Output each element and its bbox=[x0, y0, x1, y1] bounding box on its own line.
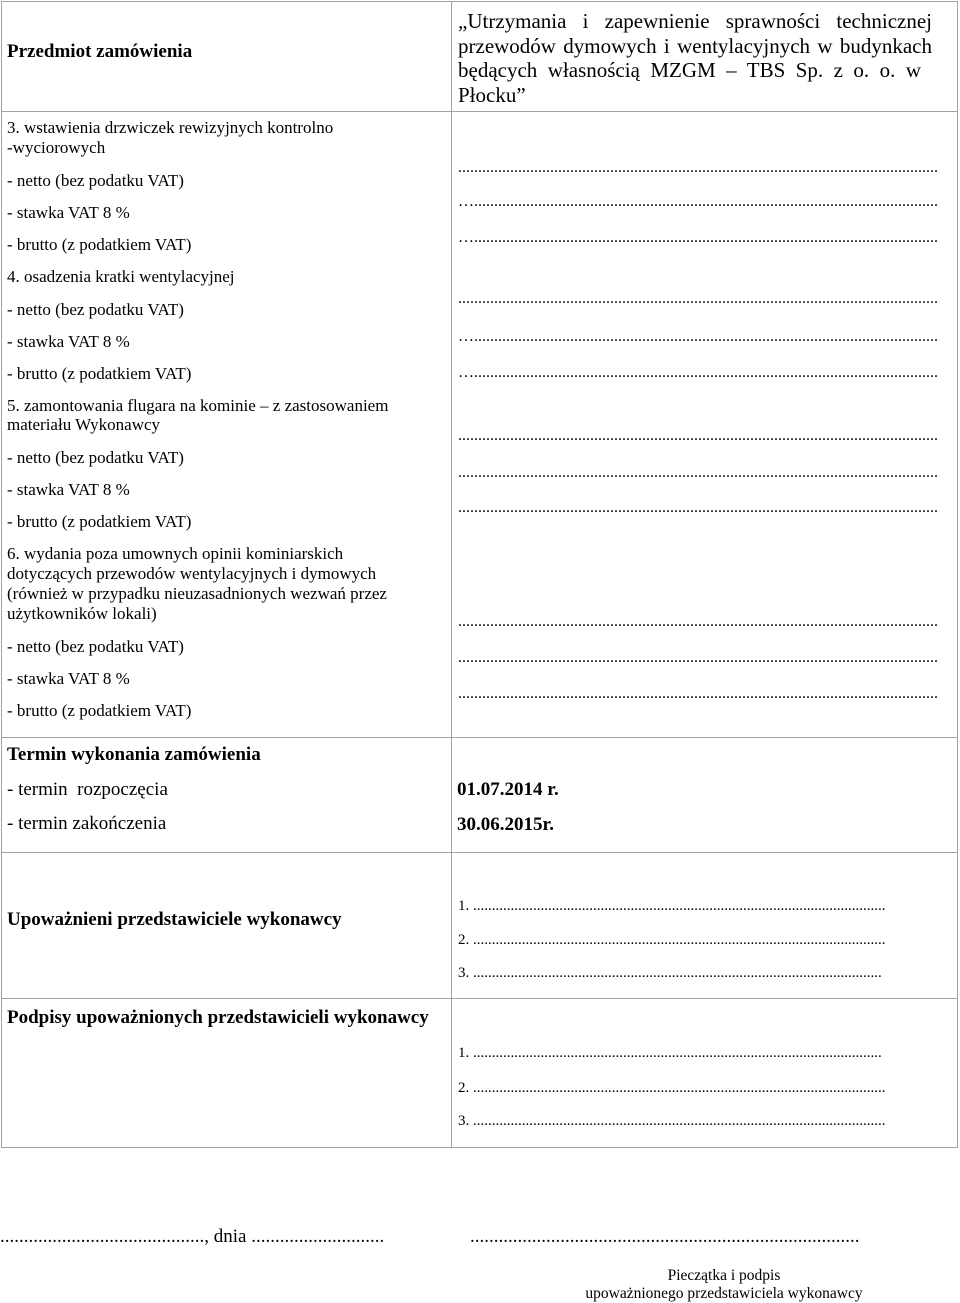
item-title-line: 5. zamontowania flugara na kominie – z zastosowaniem bbox=[7, 396, 389, 415]
vat-rate-value-field: ........................................................................................................................ bbox=[458, 649, 938, 666]
vat-rate-value-field: ….................................................................................................................... bbox=[458, 193, 938, 210]
signature-line: 2. .............................................................................................................. bbox=[458, 1080, 886, 1096]
end-date-value: 30.06.2015r. bbox=[457, 814, 554, 835]
vat-rate-value-field: ........................................................................................................................ bbox=[458, 464, 938, 481]
column-divider bbox=[451, 1, 452, 1148]
row-divider bbox=[1, 998, 958, 999]
start-date-value: 01.07.2014 r. bbox=[457, 779, 559, 800]
brutto-value-field: ….................................................................................................................... bbox=[458, 229, 938, 246]
signatures-label: Podpisy upoważnionych przedstawicieli wykonawcy bbox=[7, 1007, 429, 1028]
brutto-label: - brutto (z podatkiem VAT) bbox=[7, 235, 192, 254]
brutto-label: - brutto (z podatkiem VAT) bbox=[7, 512, 192, 531]
representative-line: 3. ............................................................................................................. bbox=[458, 965, 882, 981]
representatives-label: Upoważnieni przedstawiciele wykonawcy bbox=[7, 909, 342, 930]
netto-value-field: ........................................................................................................................ bbox=[458, 159, 938, 176]
item-title-line: 4. osadzenia kratki wentylacyjnej bbox=[7, 267, 235, 286]
item-title-line: (również w przypadku nieuzasadnionych wezwań przez bbox=[7, 584, 387, 603]
subject-value-line: będących własnością MZGM – TBS Sp. z o. o. w bbox=[458, 58, 921, 82]
subject-label: Przedmiot zamówienia bbox=[7, 41, 193, 62]
netto-label: - netto (bez podatku VAT) bbox=[7, 300, 184, 319]
vat-rate-label: - stawka VAT 8 % bbox=[7, 669, 130, 688]
place-date-line: ..........................................., dnia ............................ bbox=[0, 1226, 385, 1247]
representative-line: 1. .............................................................................................................. bbox=[458, 898, 886, 914]
brutto-value-field: ........................................................................................................................ bbox=[458, 499, 938, 516]
item-title-line: -wyciorowych bbox=[7, 138, 106, 157]
item-title-line: 6. wydania poza umownych opinii kominiarskich bbox=[7, 544, 344, 563]
start-date-label: - termin rozpoczęcia bbox=[7, 779, 168, 800]
end-date-label: - termin zakończenia bbox=[7, 813, 167, 834]
item-title-line: materiału Wykonawcy bbox=[7, 415, 161, 434]
stamp-caption-line: upoważnionego przedstawiciela wykonawcy bbox=[585, 1285, 863, 1302]
item-title-line: użytkowników lokali) bbox=[7, 604, 157, 623]
signature-line: 3. .............................................................................................................. bbox=[458, 1113, 886, 1129]
netto-value-field: ........................................................................................................................ bbox=[458, 613, 938, 630]
netto-value-field: ........................................................................................................................ bbox=[458, 427, 938, 444]
brutto-label: - brutto (z podatkiem VAT) bbox=[7, 701, 192, 720]
netto-label: - netto (bez podatku VAT) bbox=[7, 448, 184, 467]
schedule-title: Termin wykonania zamówienia bbox=[7, 744, 261, 765]
netto-label: - netto (bez podatku VAT) bbox=[7, 637, 184, 656]
netto-label: - netto (bez podatku VAT) bbox=[7, 171, 184, 190]
row-divider bbox=[1, 737, 958, 738]
subject-value-line: przewodów dymowych i wentylacyjnych w budynkach bbox=[458, 34, 932, 58]
brutto-value-field: ….................................................................................................................... bbox=[458, 364, 938, 381]
signature-line: 1. ............................................................................................................. bbox=[458, 1045, 882, 1061]
subject-value-line: Płocku” bbox=[458, 83, 526, 107]
representative-line: 2. .............................................................................................................. bbox=[458, 932, 886, 948]
netto-value-field: ........................................................................................................................ bbox=[458, 290, 938, 307]
subject-value-line: „Utrzymania i zapewnienie sprawności technicznej bbox=[458, 9, 932, 33]
vat-rate-label: - stawka VAT 8 % bbox=[7, 480, 130, 499]
item-title-line: dotyczących przewodów wentylacyjnych i dymowych bbox=[7, 564, 377, 583]
vat-rate-label: - stawka VAT 8 % bbox=[7, 332, 130, 351]
vat-rate-value-field: ….................................................................................................................... bbox=[458, 328, 938, 345]
brutto-label: - brutto (z podatkiem VAT) bbox=[7, 364, 192, 383]
vat-rate-label: - stawka VAT 8 % bbox=[7, 203, 130, 222]
row-divider bbox=[1, 852, 958, 853]
brutto-value-field: ........................................................................................................................ bbox=[458, 685, 938, 702]
stamp-caption-line: Pieczątka i podpis bbox=[667, 1267, 781, 1284]
stamp-signature-line: .................................................................................. bbox=[470, 1226, 860, 1247]
item-title-line: 3. wstawienia drzwiczek rewizyjnych kontrolno bbox=[7, 118, 334, 137]
row-divider bbox=[1, 111, 958, 112]
